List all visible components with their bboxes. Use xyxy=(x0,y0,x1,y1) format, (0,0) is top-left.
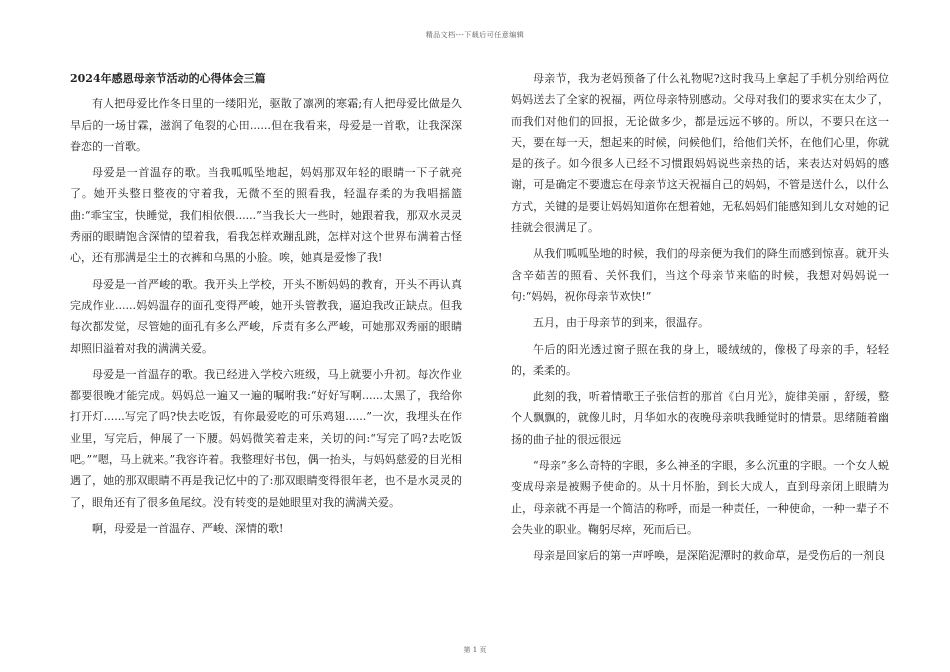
paragraph: 午后的阳光透过窗子照在我的身上，暖绒绒的，像极了母亲的手，轻轻的，柔柔的。 xyxy=(511,342,889,377)
paragraph: 此刻的我，听着情歌王子张信哲的那首《白月光》，旋律美丽 ，舒缓，整个人飘飘的，就像儿时，月华如水的夜晚母亲哄我睡觉时的情景。思绪随着幽扬的曲子扯的很远很远 xyxy=(511,390,889,446)
paragraph: 从我们呱呱坠地的时候，我们的母亲便为我们的降生而感到惊喜。就开头含辛茹苦的照看、关怀我们，当这个母亲节来临的时候，我想对妈妈说一句:“妈妈，祝你母亲节欢快!” xyxy=(511,247,889,303)
paragraph: 母爱是一首温存的歌。当我呱呱坠地起，妈妈那双年轻的眼睛一下子就亮了。她开头整日整夜的守着我，无微不至的照看我，轻温存柔的为我唱摇篮曲:“乖宝宝，快睡觉，我们相依偎......”当我长大一些时，她跟着我，那双水灵灵秀丽的眼睛饱含深情的望着我，看我怎样欢蹦乱跳，怎样对这个世界布满着古怪 心，还有那满是尘土的衣裤和乌黑的小脸。唉，她真是爱惨了我! xyxy=(70,166,462,265)
paragraph: 五月，由于母亲节的到来，很温存。 xyxy=(533,316,709,330)
right-column xyxy=(511,68,889,572)
page-number: 第 1 页 xyxy=(463,646,487,654)
paragraph: 母亲节，我为老妈预备了什么礼物呢?这时我马上拿起了手机分别给两位妈妈送去了全家的祝福，两位母亲特别感动。父母对我们的要求实在太少了，而我们对他们的回报，无论做多少，都是远远不够的。所以，不要只在这一天，要在每一天，想起来的时候，问候他们，给他们关怀，在他们心里，你就是的孩子。如今很多人已经不习惯跟妈妈说些亲热的话，来表达对妈妈的感谢，可是确定不要遗忘在母亲节这天祝福自己的妈妈，不管是送什么，以什么方式，关键的是要让妈妈知道你在想着她，无私妈妈们能感知到儿女对她的记挂就会很满足了。 xyxy=(511,72,889,235)
paragraph: 啊，母爱是一首温存、严峻、深情的歌! xyxy=(92,521,284,535)
paragraph: “母亲”多么奇特的字眼，多么神圣的字眼，多么沉重的字眼。一个女人蜕变成母亲是被赐予使命的。从十月怀胎，到长大成人，直到母亲闭上眼睛为止，母亲就不再是一个简洁的称呼，而是一种责任，一种使命，一种一辈子不会失业的职业。鞠躬尽瘁，死而后已。 xyxy=(511,459,889,536)
paragraph: 母亲是回家后的第一声呼唤，是深陷泥潭时的救命草，是受伤后的一剂良 xyxy=(533,549,885,563)
paragraph: 母爱是一首严峻的歌。我开头上学校，开头不断妈妈的教育，开头不再认真完成作业......妈妈温存的面孔变得严峻，她开头管教我，逼迫我改正缺点。但我每次都发觉，尽管她的面孔有多么严峻，斥责有多么严峻，可她那双秀丽的眼睛却照旧溢着对我的满满关爱。 xyxy=(70,277,462,355)
paragraph: 母爱是一首温存的歌。我已经进入学校六班级，马上就要小升初。每次作业都要很晚才能完成。妈妈总一遍又一遍的嘱咐我:“好好写啊......太黑了，我给你打开灯......写完了吗?快去吃饭，有你最爱吃的可乐鸡翅......”一次，我埋头在作业里，写完后，伸展了一下腰。妈妈微笑着走来，关切的问:“写完了吗?去吃饭吧。”“嗯，马上就来。”我容许着。我整理好书包，偶一抬头，与妈妈慈爱的目光相遇了，她的那双眼睛不再是我记忆中的了:那双眼睛变得很年老，也不是水灵灵的了，眼角还有了很多鱼尾纹。没有转变的是她眼里对我的满满关爱。 xyxy=(70,367,462,509)
page-header: 精品文档---下载后可任意编辑 xyxy=(425,31,525,39)
paragraph: 有人把母爱比作冬日里的一缕阳光，驱散了凛冽的寒霜;有人把母爱比做是久旱后的一场甘霖，滋润了龟裂的心田......但在我看来，母爱是一首歌，让我深深眷恋的一首歌。 xyxy=(70,97,462,153)
left-column xyxy=(70,68,462,544)
document-title: 2024年感恩母亲节活动的心得体会三篇 xyxy=(70,72,266,85)
